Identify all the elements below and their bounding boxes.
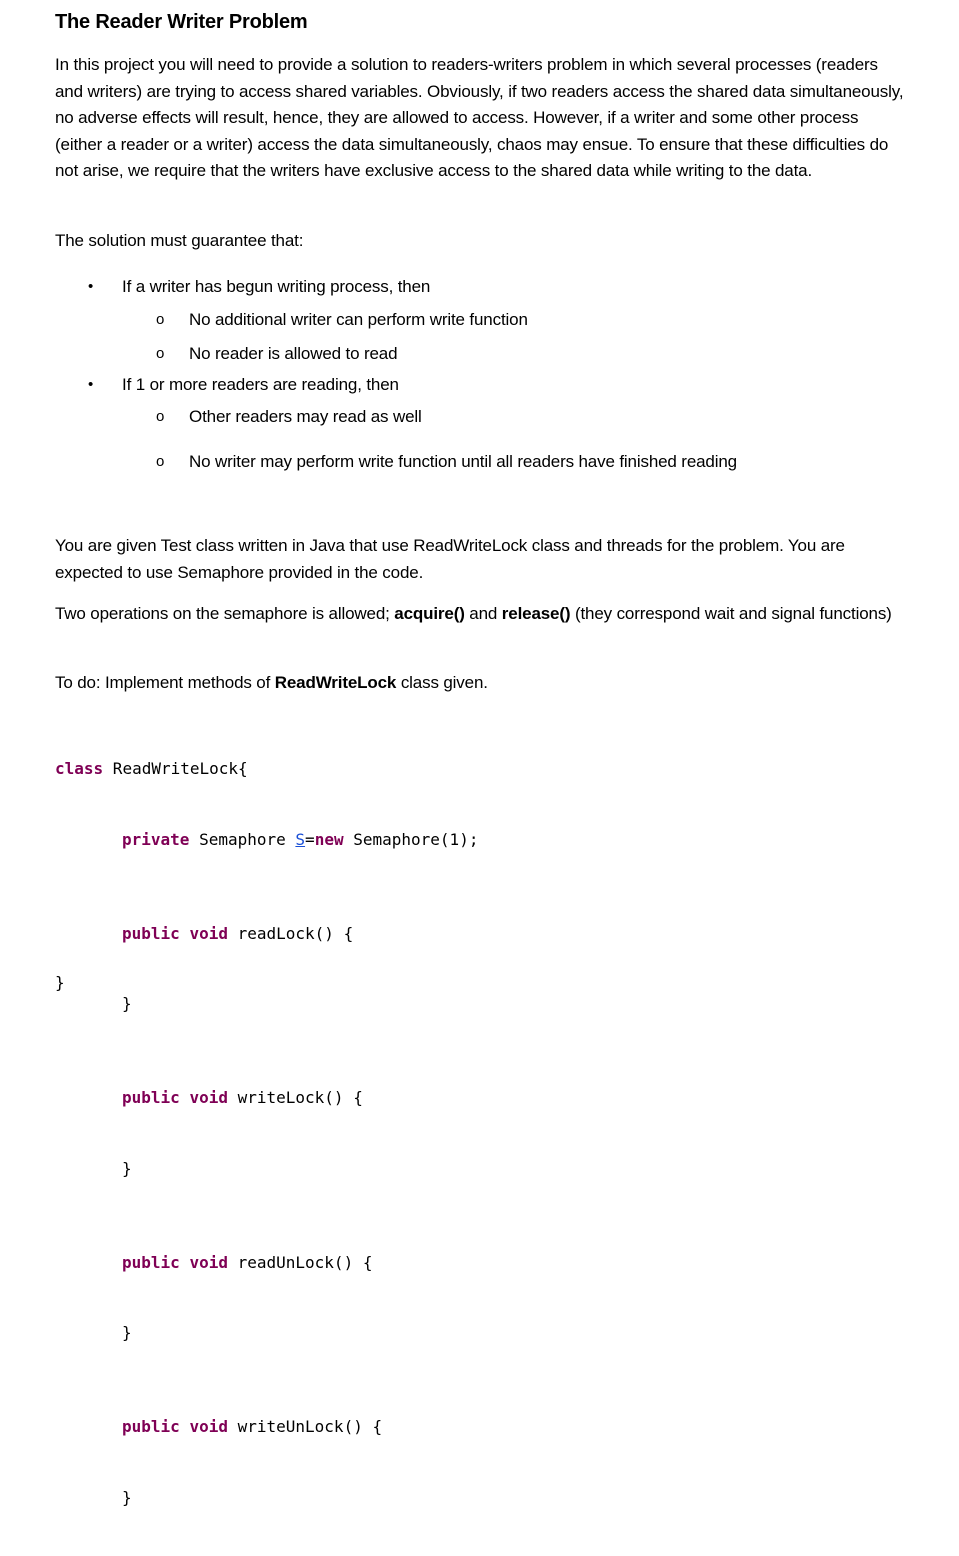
code-keyword: void (189, 923, 228, 943)
code-class-close: } (55, 973, 65, 992)
document-title: The Reader Writer Problem (55, 11, 308, 33)
subitem-text: No reader is allowed to read (189, 344, 398, 363)
code-line (55, 1321, 478, 1345)
subitem-text: No additional writer can perform write function (189, 310, 528, 329)
bullet-text: If a writer has begun writing process, then (122, 277, 431, 296)
code-keyword: class (55, 759, 104, 778)
ops-suffix: (they correspond wait and signal functions) (570, 604, 892, 623)
code-text: Semaphore(1); (343, 829, 479, 849)
code-keyword: void (189, 1088, 228, 1107)
code-field-name[interactable]: S (295, 829, 306, 849)
code-line (55, 828, 478, 852)
code-line (55, 1157, 478, 1181)
todo-paragraph (55, 670, 488, 697)
circle-bullet-icon: o (156, 453, 165, 470)
code-line (55, 1086, 478, 1110)
code-block (55, 710, 478, 1556)
bullet-icon: • (88, 278, 94, 295)
bullet-icon: • (88, 376, 94, 393)
guarantee-intro: The solution must guarantee that: (55, 231, 304, 250)
code-text: } (122, 1158, 132, 1178)
todo-prefix: To do: Implement methods of (55, 673, 275, 692)
code-line (55, 757, 478, 781)
code-line (55, 1415, 478, 1439)
circle-bullet-icon: o (156, 311, 165, 328)
acquire-op: acquire() (394, 604, 465, 623)
code-keyword: public (122, 1088, 180, 1107)
given-paragraph: You are given Test class written in Java that use ReadWriteLock class and threads for the problem. You are expected to use Semaphore provided in the code. (55, 536, 845, 582)
code-text: } (122, 1323, 132, 1342)
code-method-name: writeUnLock() { (227, 1417, 383, 1436)
code-text: ReadWriteLock{ (103, 759, 248, 778)
code-keyword: public (122, 1252, 180, 1272)
code-line (55, 1251, 478, 1275)
code-keyword: private (122, 829, 190, 849)
code-keyword: void (189, 1417, 228, 1436)
subitem-text: No writer may perform write function until all readers have finished reading (189, 452, 737, 471)
code-keyword: public (122, 923, 180, 943)
code-line (55, 1486, 478, 1510)
circle-bullet-icon: o (156, 408, 165, 425)
ops-and: and (464, 604, 502, 623)
code-text: } (122, 994, 132, 1013)
code-line (55, 922, 478, 946)
intro-paragraph: In this project you will need to provide a solution to readers-writers problem in which several processes (readers and writers) are trying to access shared variables. Obviously, if two readers access the shared data simultaneously, no adverse effects will result, hence, they are allowed to access. However, if a writer and some other process (either a reader or a writer) access the data simultaneously, chaos may ensue. To ensure that these difficulties do not arise, we require that the writers have exclusive access to the shared data while writing to the data. (55, 55, 904, 180)
code-line (55, 992, 478, 1016)
ops-prefix: Two operations on the semaphore is allowed; (55, 604, 395, 623)
todo-class-name: ReadWriteLock (274, 673, 397, 692)
release-op: release() (501, 604, 571, 623)
subitem-text: Other readers may read as well (189, 407, 422, 426)
code-keyword: void (189, 1252, 228, 1272)
bullet-text: If 1 or more readers are reading, then (122, 375, 399, 394)
operations-paragraph (55, 601, 905, 628)
code-keyword: new (314, 829, 344, 849)
code-text: = (305, 829, 315, 849)
code-keyword: public (122, 1417, 180, 1436)
code-method-name: readLock() { (227, 923, 354, 943)
code-text: Semaphore (189, 829, 296, 849)
code-method-name: readUnLock() { (227, 1252, 373, 1272)
todo-suffix: class given. (396, 673, 488, 692)
code-method-name: writeLock() { (227, 1088, 363, 1107)
circle-bullet-icon: o (156, 345, 165, 362)
code-text: } (122, 1487, 132, 1507)
